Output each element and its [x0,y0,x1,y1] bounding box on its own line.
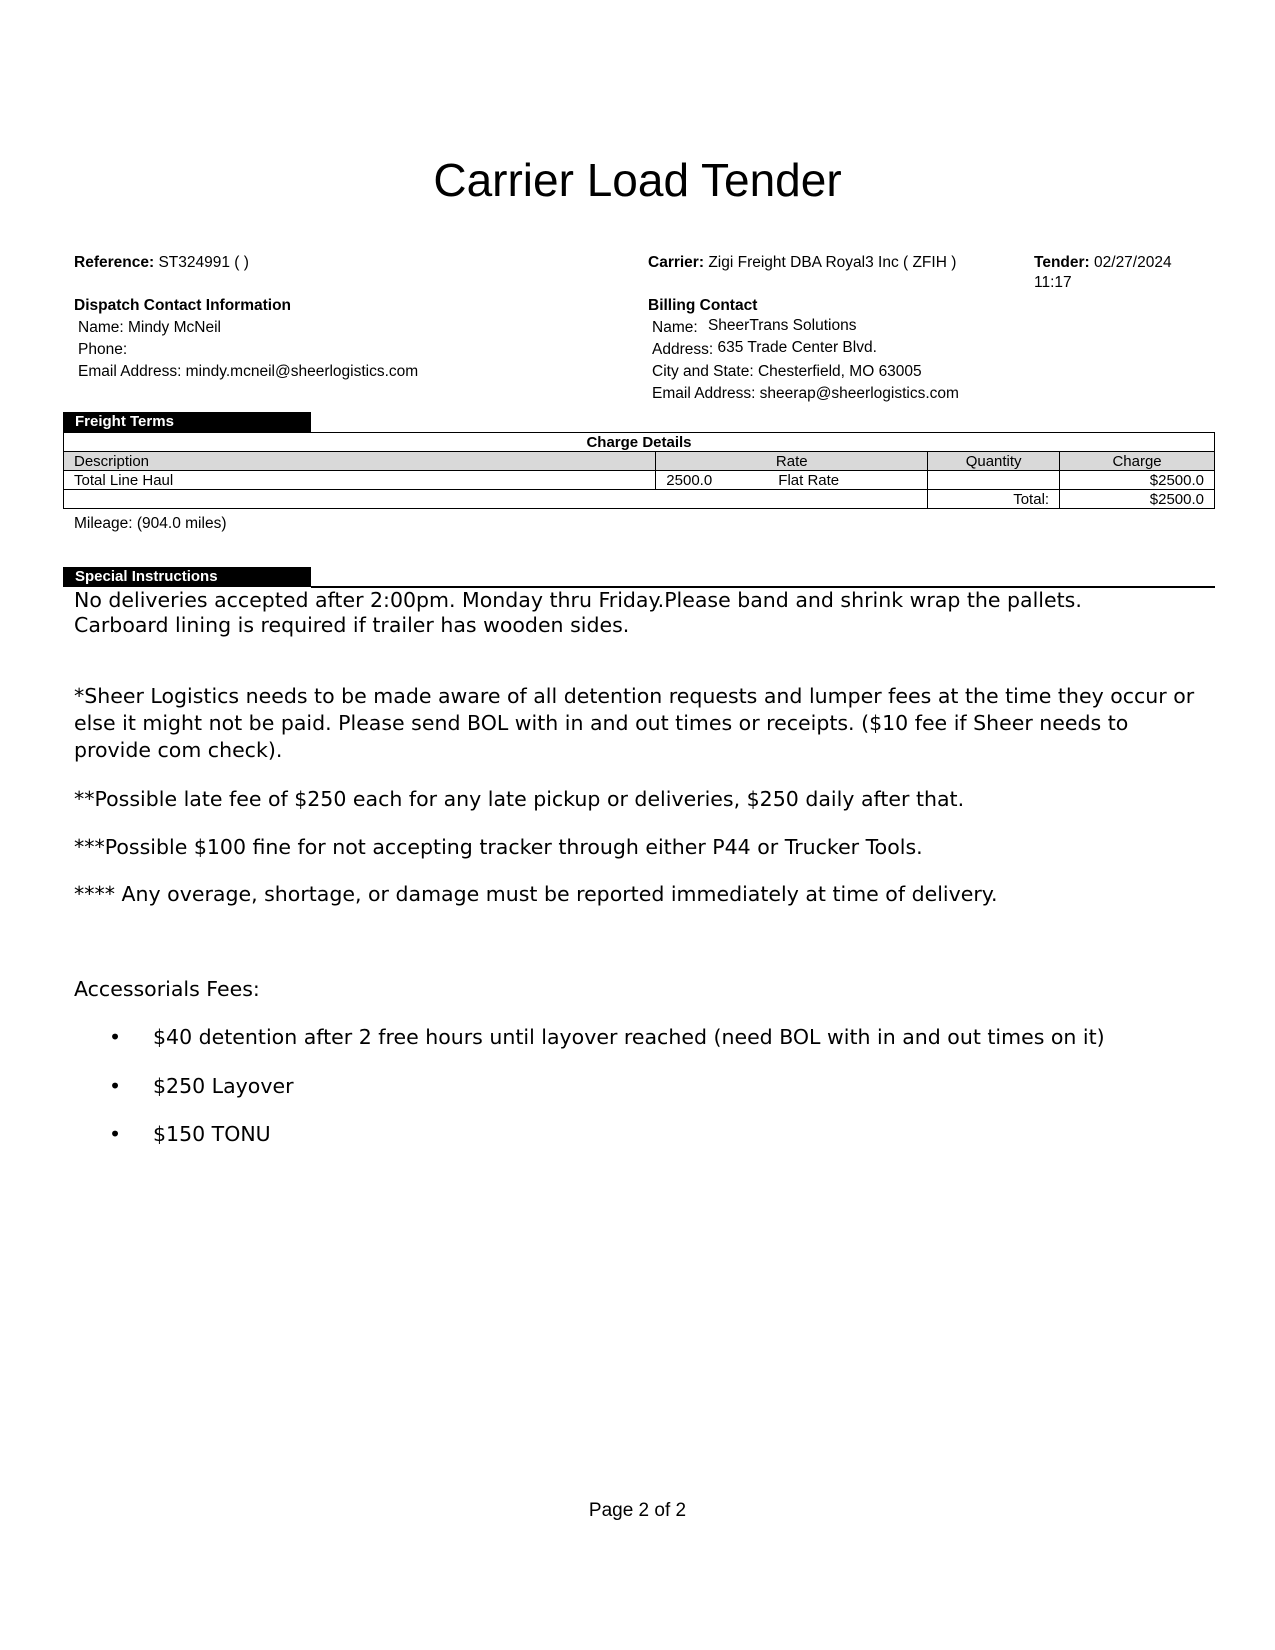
bullet-icon: • [109,1073,122,1098]
charge-caption: Charge Details [64,433,1215,452]
list-item [74,1025,1105,1074]
carrier-value: Zigi Freight DBA Royal3 Inc ( ZFIH ) [708,254,957,271]
accessorial-item: $40 detention after 2 free hours until layover reached (need BOL with in and out times on it) [153,1025,1105,1049]
billing-heading: Billing Contact [648,297,758,314]
billing-name [648,318,959,340]
row-charge: $2500.0 [1060,471,1215,490]
row-quantity [928,471,1060,490]
carrier-field [648,253,956,273]
special-instructions-bar: Special Instructions [63,567,311,587]
header-rate: Rate [656,452,928,471]
billing-email: Email Address: sheerap@sheerlogistics.com [652,385,959,402]
dispatch-email: Email Address: mindy.mcneil@sheerlogistics.com [78,363,419,380]
instruction-line-2: Carboard lining is required if trailer has wooden sides. [74,613,630,637]
row-rate-value: 2500.0 [666,471,713,489]
bullet-icon: • [109,1122,122,1146]
accessorial-item: $250 Layover [153,1073,294,1098]
billing-name-value: SheerTrans Solutions [707,317,857,334]
dispatch-name: Name: Mindy McNeil [78,319,221,336]
tracker-note: ***Possible $100 fine for not accepting tracker through either P44 or Trucker Tools. [74,835,923,859]
tender-label: Tender: [1034,254,1090,271]
billing-name-label: Name: [652,319,698,336]
carrier-label: Carrier: [648,254,704,271]
row-rate-type: Flat Rate [778,471,840,489]
total-label: Total: [928,490,1060,509]
total-row [64,490,1215,509]
document-title: Carrier Load Tender [433,154,842,206]
tender-date: 02/27/2024 [1094,254,1172,271]
damage-note: **** Any overage, shortage, or damage must be reported immediately at time of delivery. [74,882,998,906]
bullet-icon: • [109,1025,122,1049]
charge-caption-row [64,433,1215,452]
charge-details-table [63,432,1215,509]
tender-field [1034,253,1172,293]
header-quantity: Quantity [928,452,1060,471]
billing-address-label: Address: [652,341,714,358]
row-description: Total Line Haul [64,471,656,490]
table-row [64,471,1215,490]
row-rate [656,471,928,490]
list-item [74,1122,1105,1171]
late-fee-note: **Possible late fee of $250 each for any late pickup or deliveries, $250 daily after that. [74,787,965,811]
instruction-line-1: No deliveries accepted after 2:00pm. Monday thru Friday.Please band and shrink wrap the pallets. [74,588,1082,612]
freight-terms-bar: Freight Terms [63,412,311,432]
accessorials-heading: Accessorials Fees: [74,977,260,1001]
billing-address-value: 635 Trade Center Blvd. [717,339,877,356]
page-footer: Page 2 of 2 [588,1500,687,1521]
header-description: Description [64,452,656,471]
billing-city-state: City and State: Chesterfield, MO 63005 [652,363,922,380]
reference-label: Reference: [74,254,155,271]
reference-value: ST324991 ( ) [158,254,249,271]
billing-address [648,340,959,362]
list-item [74,1074,1105,1123]
total-value: $2500.0 [1060,490,1215,509]
dispatch-contact [74,296,418,384]
tender-time: 11:17 [1034,274,1072,291]
mileage: Mileage: (904.0 miles) [74,515,227,532]
accessorial-item: $150 TONU [153,1122,271,1146]
dispatch-phone: Phone: [78,341,128,358]
header-charge: Charge [1060,452,1215,471]
reference-field [74,253,249,273]
dispatch-heading: Dispatch Contact Information [74,297,292,314]
accessorials-list [74,1025,1105,1171]
charge-header-row [64,452,1215,471]
billing-contact [648,296,959,406]
detention-note: *Sheer Logistics needs to be made aware of all detention requests and lumper fees at the time they occur or else it might not be paid. Please send BOL with in and out times or receipts. ($10 fee if Sheer needs to provide com check). [74,684,1195,762]
